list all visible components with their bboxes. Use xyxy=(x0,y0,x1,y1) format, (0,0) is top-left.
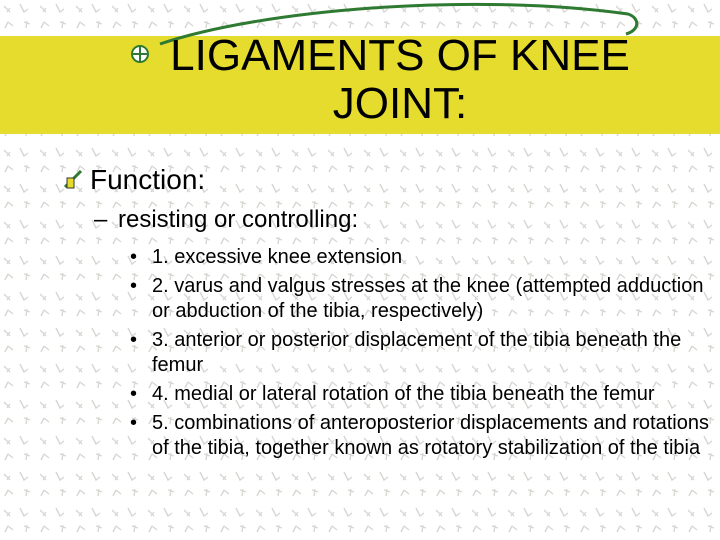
list-item-text: 4. medial or lateral rotation of the tibia beneath the femur xyxy=(152,383,655,405)
slide-title: LIGAMENTS OF KNEE JOINT: xyxy=(170,31,630,128)
list-item-text: 1. excessive knee extension xyxy=(152,246,403,268)
list-dot: • xyxy=(130,329,138,351)
sub-bullet-resisting: resisting or controlling: xyxy=(118,206,359,233)
list-item xyxy=(130,274,715,324)
list-item-text: 3. anterior or posterior displacement of the tibia beneath the femur xyxy=(152,329,682,376)
list-item xyxy=(130,328,715,378)
list-dot: • xyxy=(130,412,138,434)
list-item xyxy=(130,411,715,461)
list-item-text: 5. combinations of anteroposterior displacements and rotations of the tibia, together known as rotatory stabilization of the tibia xyxy=(152,412,709,459)
function-list xyxy=(130,245,715,465)
list-dot: • xyxy=(130,275,138,297)
bullet-function: Function: xyxy=(90,164,206,195)
sub-bullet-dash: – xyxy=(94,206,108,233)
bullet-icon xyxy=(62,168,84,190)
list-item xyxy=(130,245,715,270)
list-item xyxy=(130,382,715,407)
list-dot: • xyxy=(130,383,138,405)
list-item-text: 2. varus and valgus stresses at the knee (attempted adduction or abduction of the tibia, respectively) xyxy=(152,275,704,322)
list-dot: • xyxy=(130,246,138,268)
